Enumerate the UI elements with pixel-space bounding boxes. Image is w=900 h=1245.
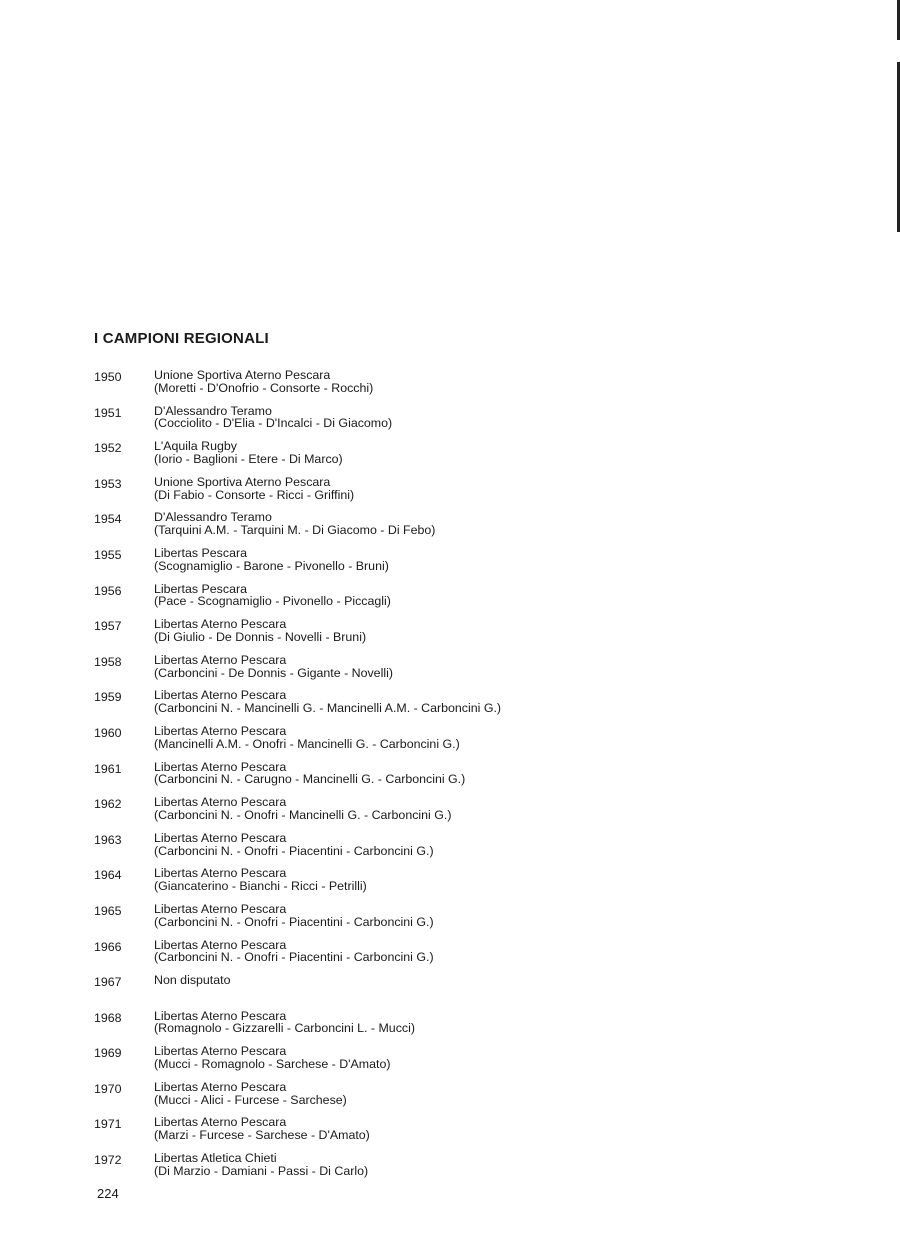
entry-players: (Carboncini - De Donnis - Gigante - Novelli) bbox=[154, 665, 393, 680]
entry-body bbox=[154, 476, 814, 512]
entry-body bbox=[154, 903, 814, 939]
entry-body bbox=[154, 547, 814, 583]
entry-players: (Carboncini N. - Onofri - Piacentini - Carboncini G.) bbox=[154, 950, 434, 965]
entry-players: (Romagnolo - Gizzarelli - Carboncini L. - Mucci) bbox=[154, 1021, 415, 1036]
entry-year: 1968 bbox=[94, 1010, 122, 1025]
entry-players: (Carboncini N. - Carugno - Mancinelli G. - Carboncini G.) bbox=[154, 772, 466, 787]
entry-team: Libertas Aterno Pescara bbox=[154, 795, 287, 810]
entry-year: 1966 bbox=[94, 939, 122, 954]
list-item bbox=[94, 867, 814, 903]
entry-team: L'Aquila Rugby bbox=[154, 439, 237, 454]
entry-team: Libertas Aterno Pescara bbox=[154, 617, 287, 632]
entry-body bbox=[154, 725, 814, 761]
entry-body bbox=[154, 832, 814, 868]
entry-year: 1967 bbox=[94, 975, 122, 990]
entry-team: D'Alessandro Teramo bbox=[154, 403, 272, 418]
list-item bbox=[94, 1081, 814, 1117]
list-item bbox=[94, 1152, 814, 1188]
list-item bbox=[94, 476, 814, 512]
entry-players: (Carboncini N. - Mancinelli G. - Mancinelli A.M. - Carboncini G.) bbox=[154, 701, 502, 716]
list-item bbox=[94, 796, 814, 832]
entry-year: 1956 bbox=[94, 583, 122, 598]
entry-year: 1962 bbox=[94, 797, 122, 812]
entry-body bbox=[154, 1045, 814, 1081]
entry-year: 1960 bbox=[94, 725, 122, 740]
entry-players: (Tarquini A.M. - Tarquini M. - Di Giacomo - Di Febo) bbox=[154, 523, 436, 538]
entry-players: (Cocciolito - D'Elia - D'Incalci - Di Giacomo) bbox=[154, 416, 393, 431]
list-item bbox=[94, 903, 814, 939]
entry-year: 1957 bbox=[94, 619, 122, 634]
entry-year: 1971 bbox=[94, 1117, 122, 1132]
entry-body bbox=[154, 654, 814, 690]
entry-team: Libertas Aterno Pescara bbox=[154, 652, 287, 667]
list-item bbox=[94, 1116, 814, 1152]
entry-year: 1964 bbox=[94, 868, 122, 883]
entry-body bbox=[154, 689, 814, 725]
entry-year: 1954 bbox=[94, 512, 122, 527]
champions-list bbox=[94, 369, 814, 1188]
entry-players: (Mucci - Romagnolo - Sarchese - D'Amato) bbox=[154, 1057, 391, 1072]
entry-team: Libertas Aterno Pescara bbox=[154, 1079, 287, 1094]
entry-year: 1955 bbox=[94, 547, 122, 562]
list-item bbox=[94, 725, 814, 761]
entry-year: 1951 bbox=[94, 405, 122, 420]
entry-year: 1965 bbox=[94, 903, 122, 918]
entry-year: 1961 bbox=[94, 761, 122, 776]
list-item bbox=[94, 832, 814, 868]
entry-players: (Scognamiglio - Barone - Pivonello - Bruni) bbox=[154, 558, 389, 573]
entry-team: Libertas Pescara bbox=[154, 545, 247, 560]
entry-year: 1963 bbox=[94, 832, 122, 847]
entry-team: Libertas Aterno Pescara bbox=[154, 937, 287, 952]
list-item bbox=[94, 939, 814, 975]
entry-team: Libertas Aterno Pescara bbox=[154, 1008, 287, 1023]
entry-year: 1969 bbox=[94, 1046, 122, 1061]
entry-body bbox=[154, 939, 814, 975]
entry-team: Libertas Atletica Chieti bbox=[154, 1151, 277, 1166]
entry-body bbox=[154, 618, 814, 654]
entry-players: (Di Marzio - Damiani - Passi - Di Carlo) bbox=[154, 1163, 369, 1178]
entry-body bbox=[154, 1116, 814, 1152]
entry-team: Libertas Aterno Pescara bbox=[154, 830, 287, 845]
entry-body bbox=[154, 974, 814, 1010]
entry-players: (Mancinelli A.M. - Onofri - Mancinelli G. - Carboncini G.) bbox=[154, 736, 460, 751]
entry-team: Libertas Aterno Pescara bbox=[154, 901, 287, 916]
entry-players: (Moretti - D'Onofrio - Consorte - Rocchi) bbox=[154, 380, 374, 395]
entry-team: Unione Sportiva Aterno Pescara bbox=[154, 368, 331, 382]
page-number: 224 bbox=[97, 1186, 119, 1201]
list-item bbox=[94, 511, 814, 547]
entry-team: Libertas Aterno Pescara bbox=[154, 759, 287, 774]
entry-team: Non disputato bbox=[154, 973, 231, 988]
list-item bbox=[94, 618, 814, 654]
entry-year: 1959 bbox=[94, 690, 122, 705]
entry-players: (Mucci - Alici - Furcese - Sarchese) bbox=[154, 1092, 347, 1107]
entry-body bbox=[154, 511, 814, 547]
entry-body bbox=[154, 369, 814, 405]
list-item bbox=[94, 1010, 814, 1046]
entry-players: (Di Giulio - De Donnis - Novelli - Bruni) bbox=[154, 629, 367, 644]
list-item bbox=[94, 689, 814, 725]
entry-team: Libertas Aterno Pescara bbox=[154, 1115, 287, 1130]
entry-team: Libertas Aterno Pescara bbox=[154, 723, 287, 738]
entry-body bbox=[154, 1081, 814, 1117]
entry-players: (Carboncini N. - Onofri - Piacentini - Carboncini G.) bbox=[154, 914, 434, 929]
entry-players: (Marzi - Furcese - Sarchese - D'Amato) bbox=[154, 1128, 370, 1143]
entry-year: 1953 bbox=[94, 476, 122, 491]
list-item bbox=[94, 440, 814, 476]
entry-body bbox=[154, 867, 814, 903]
entry-body bbox=[154, 796, 814, 832]
list-item bbox=[94, 369, 814, 405]
entry-players: (Iorio - Baglioni - Etere - Di Marco) bbox=[154, 451, 343, 466]
entry-team: Libertas Aterno Pescara bbox=[154, 866, 287, 881]
entry-team: Libertas Aterno Pescara bbox=[154, 688, 287, 703]
entry-body bbox=[154, 583, 814, 619]
list-item bbox=[94, 405, 814, 441]
entry-year: 1972 bbox=[94, 1153, 122, 1168]
entry-team: Libertas Pescara bbox=[154, 581, 247, 596]
entry-players: (Di Fabio - Consorte - Ricci - Griffini) bbox=[154, 487, 355, 502]
list-item bbox=[94, 547, 814, 583]
entry-team: D'Alessandro Teramo bbox=[154, 510, 272, 525]
entry-players: (Pace - Scognamiglio - Pivonello - Piccagli) bbox=[154, 594, 391, 609]
entry-body bbox=[154, 1010, 814, 1046]
entry-body bbox=[154, 761, 814, 797]
list-item bbox=[94, 974, 814, 1010]
entry-year: 1958 bbox=[94, 654, 122, 669]
entry-year: 1950 bbox=[94, 370, 122, 384]
entry-players: (Carboncini N. - Onofri - Piacentini - Carboncini G.) bbox=[154, 843, 434, 858]
entry-year: 1952 bbox=[94, 441, 122, 456]
entry-year: 1970 bbox=[94, 1081, 122, 1096]
list-item bbox=[94, 761, 814, 797]
list-item bbox=[94, 1045, 814, 1081]
list-item bbox=[94, 654, 814, 690]
entry-body bbox=[154, 1152, 814, 1188]
entry-players: (Giancaterino - Bianchi - Ricci - Petrilli) bbox=[154, 879, 367, 894]
entry-team: Unione Sportiva Aterno Pescara bbox=[154, 474, 331, 489]
entry-players: (Carboncini N. - Onofri - Mancinelli G. - Carboncini G.) bbox=[154, 807, 452, 822]
page-title: I CAMPIONI REGIONALI bbox=[94, 330, 269, 347]
entry-team: Libertas Aterno Pescara bbox=[154, 1044, 287, 1059]
entry-body bbox=[154, 405, 814, 441]
entry-body bbox=[154, 440, 814, 476]
list-item bbox=[94, 583, 814, 619]
